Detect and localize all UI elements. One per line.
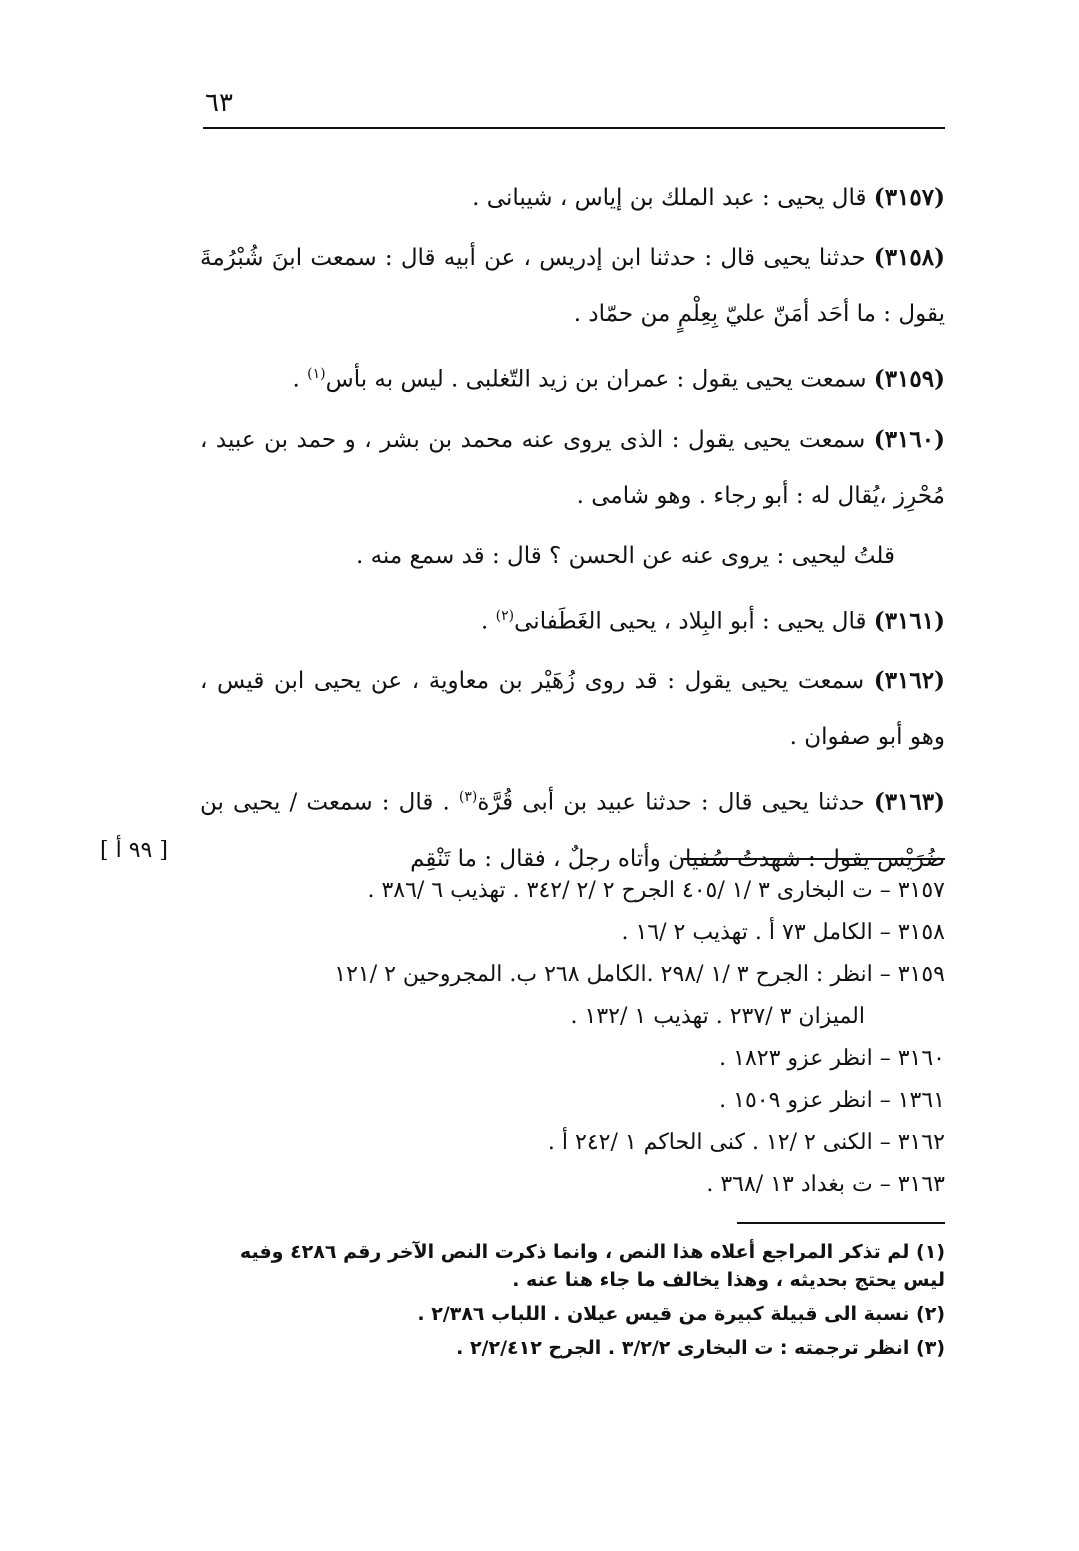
header-rule [203, 127, 945, 129]
reference-line: ٣١٥٧ – ت البخارى ٣ /١ /٤٠٥ الجرح ٢ /٢ /٣٤٢ . تهذيب ٦ /٣٨٦ . [367, 878, 945, 903]
entry-number: (٣١٥٧) [873, 184, 945, 211]
footnote: (١) لم تذكر المراجع أعلاه هذا النص ، وانما ذكرت النص الآخر رقم ٤٢٨٦ وفيه ليس يحتج بحديثه ، وهذا يخالف ما جاء هنا عنه . [239, 1241, 945, 1291]
entry-number: (٣١٥٩) [873, 365, 945, 393]
entry-3161 [200, 588, 945, 650]
reference-line: ٣١٦٣ – ت بغداد ١٣ /٣٦٨ . [706, 1172, 945, 1197]
entry-text: قلتُ ليحيى : يروى عنه عن الحسن ؟ قال : قد سمع منه . [355, 542, 895, 569]
reference-line: ٣١٥٨ – الكامل ٧٣ أ . تهذيب ٢ /١٦ . [621, 920, 945, 945]
footnote-marker: (١) [307, 366, 326, 382]
entry-text: قال يحيى : أبو البِلاد ، يحيى الغَطَفانى [514, 608, 867, 635]
entry-text: سمعت يحيى يقول : قد روى زُهَيْر بن معاوية ، عن يحيى ابن قيس ، وهو أبو صفوان . [200, 668, 945, 751]
footnotes [218, 1238, 945, 1368]
footnote: (٢) نسبة الى قبيلة كبيرة من قيس عيلان . اللباب ٢/٣٨٦ . [417, 1303, 945, 1325]
reference-line: ١٣٦١ – انظر عزو ١٥٠٩ . [719, 1088, 945, 1113]
footnote-marker: (٣) [458, 789, 478, 806]
main-text [100, 170, 946, 891]
entry-3160 [200, 412, 945, 524]
footnotes-rule [737, 1222, 945, 1224]
entry-3157 [200, 170, 945, 226]
references-rule [683, 858, 945, 860]
entry-3162 [200, 653, 945, 765]
entry-tail: . [292, 366, 308, 393]
entry-3159 [200, 346, 945, 408]
folio-marker: [ ٩٩ أ ] [100, 837, 168, 863]
entry-number: (٣١٦٠) [873, 425, 945, 453]
entry-number: (٣١٥٨) [873, 244, 945, 271]
entry-tail: . قال : سمعت / يحيى بن ضُرَيْس يقول : شهدتُ سُفيان وأتاه رجلٌ ، فقال : ما تَنْقِم [200, 789, 945, 872]
entry-number: (٣١٦٢) [873, 667, 945, 695]
reference-line: ٣١٦٠ – انظر عزو ١٨٢٣ . [719, 1046, 945, 1071]
entry-text: حدثنا يحيى قال : حدثنا ابن إدريس ، عن أبيه قال : سمعت ابنَ شُبْرُمةَ يقول : ما أحَد أمَنّ عليّ بِعِلْمٍ من حمّاد . [200, 245, 945, 327]
references [210, 870, 945, 1206]
page-number: ٦٣ [205, 88, 233, 118]
reference-line: ٣١٦٢ – الكنى ٢ /١٢ . كنى الحاكم ١ /٢٤٢ أ . [547, 1130, 945, 1155]
entry-text: قال يحيى : عبد الملك بن إياس ، شيبانى . [472, 185, 867, 211]
entry-3158 [200, 230, 945, 342]
reference-line: ٣١٥٩ – انظر : الجرح ٣ /١ /٢٩٨ .الكامل ٢٦٨ ب. المجروحين ٢ /١٢١ [334, 962, 945, 987]
footnote-marker: (٢) [495, 607, 515, 624]
entry-text: سمعت يحيى يقول : عمران بن زيد التّغلبى . ليس به بأس [325, 366, 867, 393]
entry-tail: . [481, 608, 496, 635]
entry-number: (٣١٦١) [873, 607, 945, 635]
entry-number: (٣١٦٣) [873, 788, 946, 816]
entry-3160-note [200, 528, 945, 584]
reference-line: الميزان ٣ /٢٣٧ . تهذيب ١ /١٣٢ . [570, 1004, 865, 1029]
footnote: (٣) انظر ترجمته : ت البخارى ٣/٢/٢ . الجرح ٢/٢/٤١٢ . [456, 1337, 945, 1359]
entry-text: سمعت يحيى يقول : الذى يروى عنه محمد بن بشر ، و حمد بن عبيد ، مُحْرِز ،يُقال له : أبو رجاء . وهو شامى . [200, 426, 945, 509]
entry-text: حدثنا يحيى قال : حدثنا عبيد بن أبى قُرَّة [477, 789, 865, 816]
